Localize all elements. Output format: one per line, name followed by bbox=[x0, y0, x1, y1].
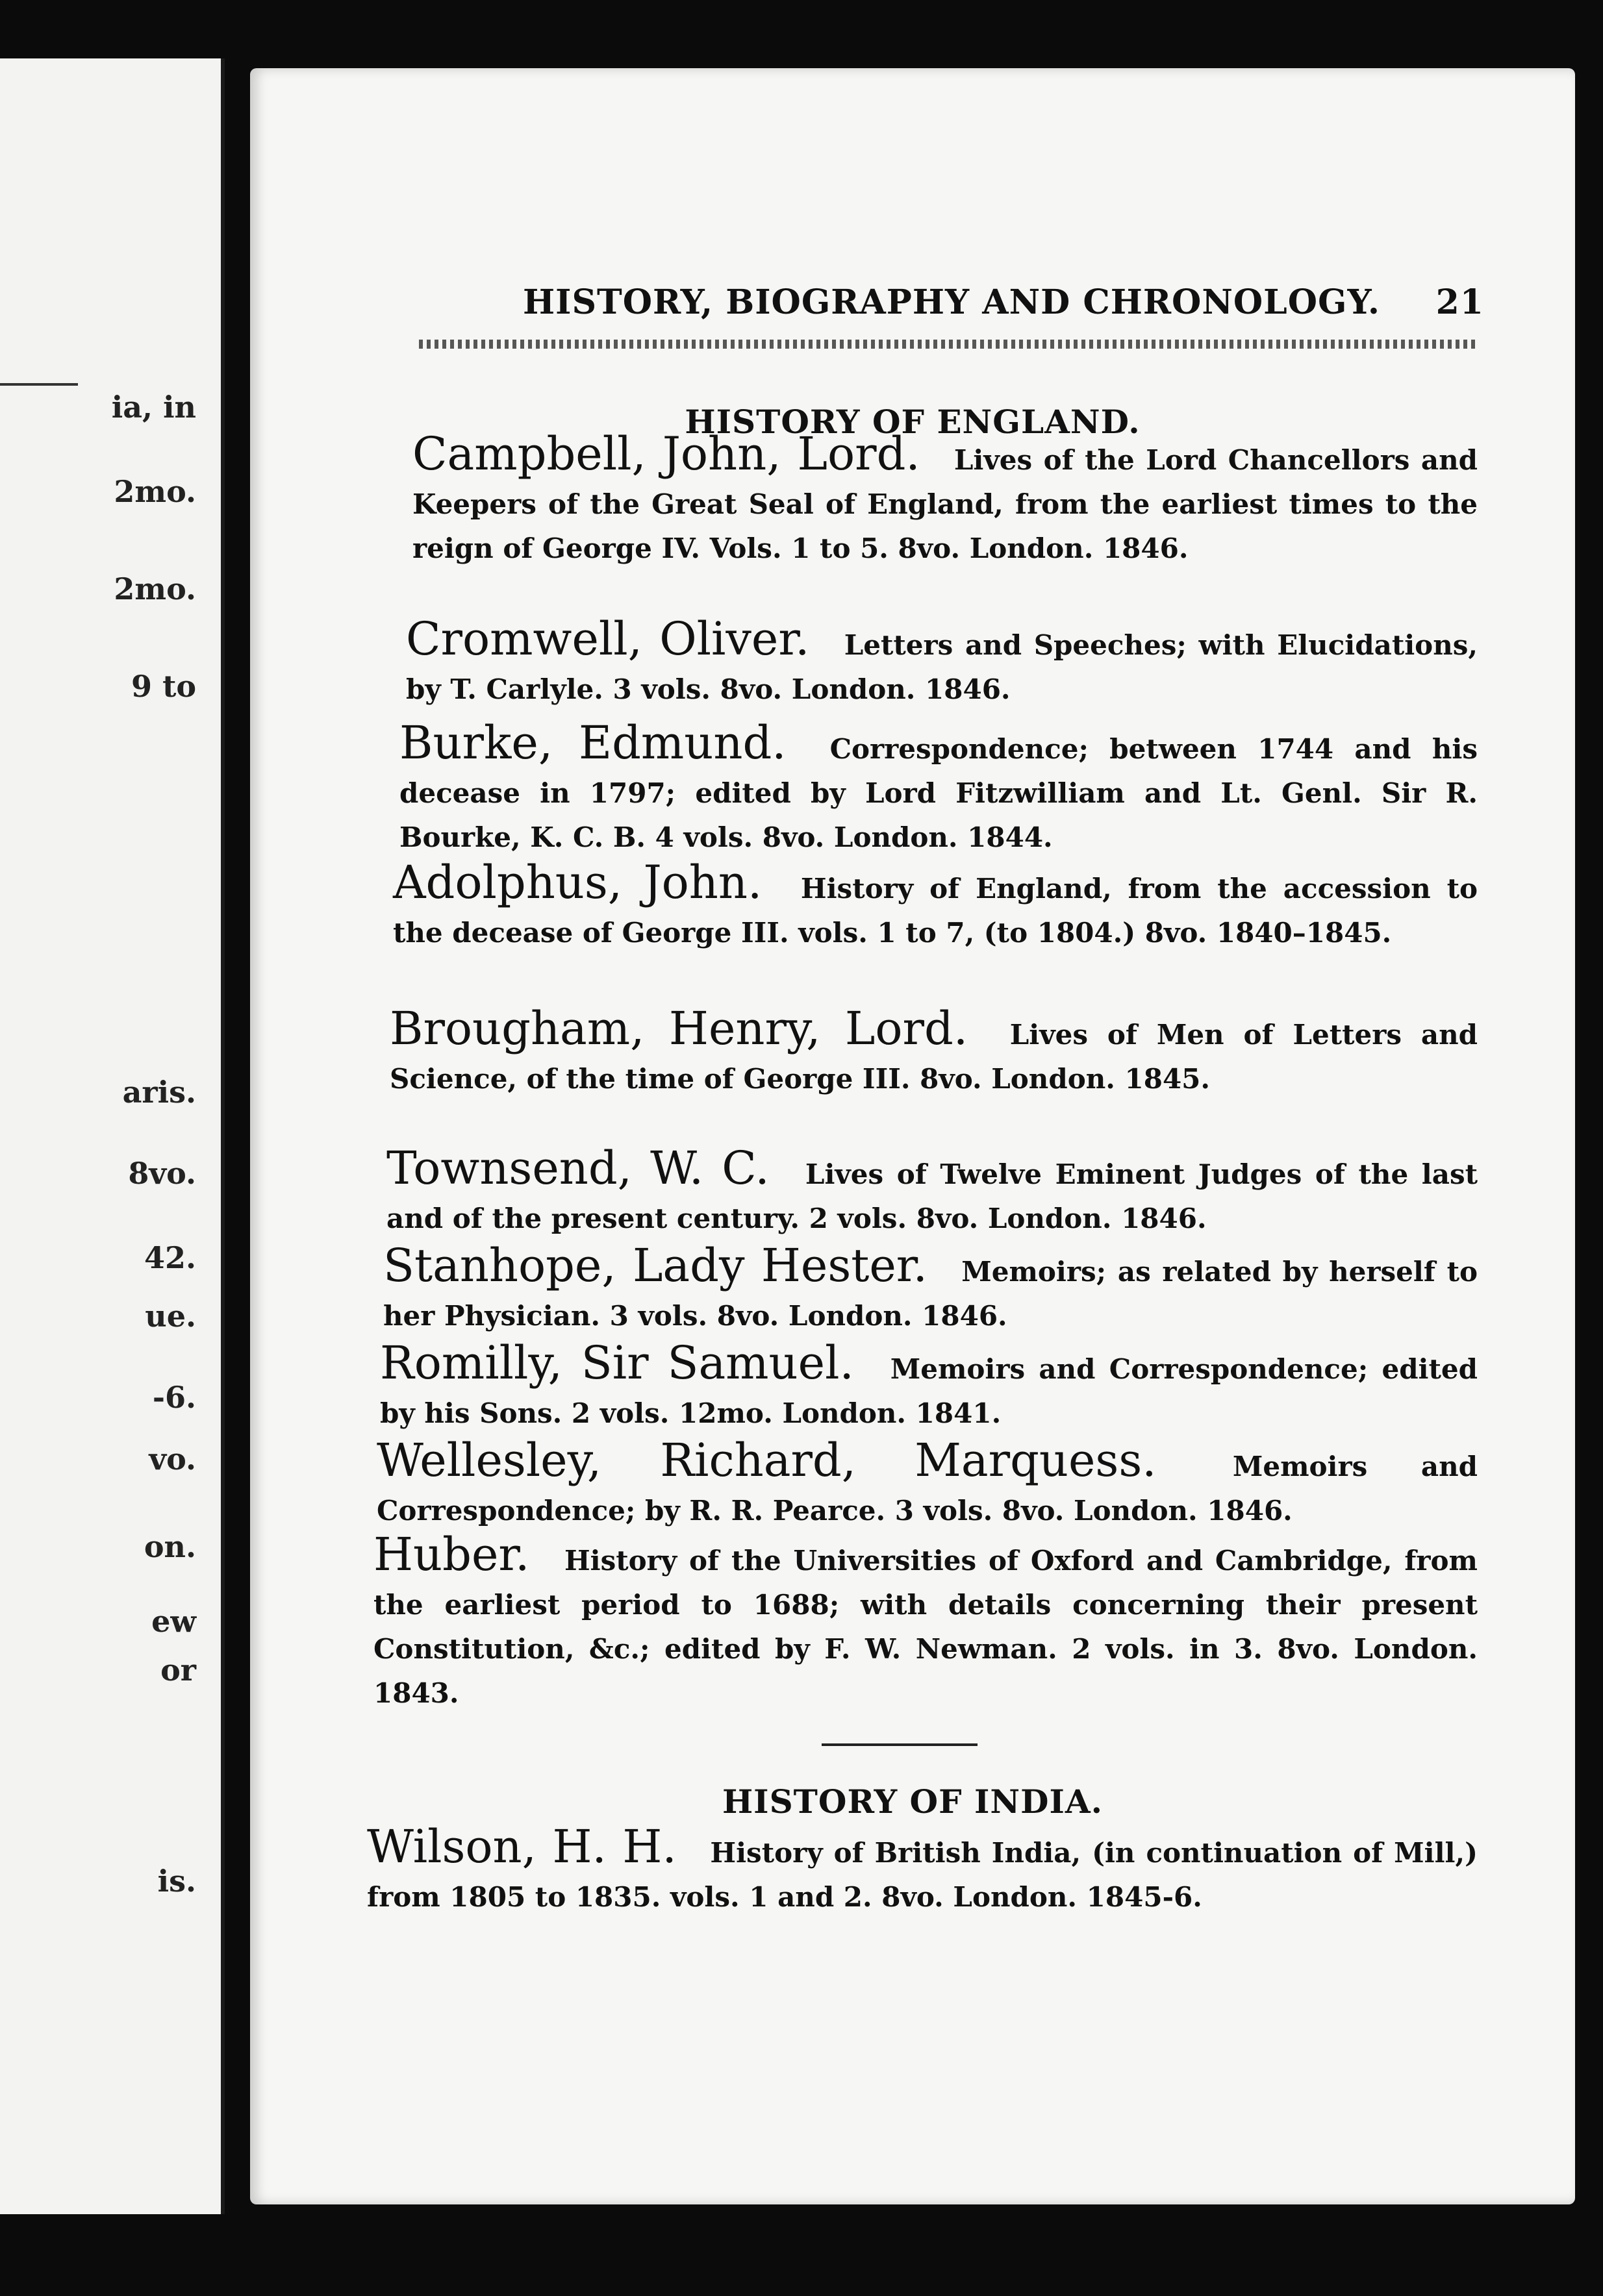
entry-author: Wilson, H. H. bbox=[367, 1820, 677, 1873]
entry-author: Stanhope, Lady Hester. bbox=[383, 1239, 928, 1292]
entry-author: Adolphus, John. bbox=[393, 856, 763, 909]
previous-page-fragment: or bbox=[160, 1653, 196, 1688]
catalogue-entry bbox=[412, 427, 1478, 571]
entry-description: Memoirs and Correspondence; edited by his Sons. 2 vols. 12mo. London. 1841. bbox=[380, 1353, 1478, 1429]
previous-page-fragment: on. bbox=[144, 1529, 196, 1564]
section-title-england: HISTORY OF ENGLAND. bbox=[685, 403, 1141, 441]
catalogue-entry bbox=[390, 1002, 1478, 1101]
book-page bbox=[250, 68, 1575, 2204]
entry-author: Burke, Edmund. bbox=[399, 716, 787, 769]
previous-page-edge bbox=[0, 58, 225, 2214]
entry-description: History of British India, (in continuation of Mill,) from 1805 to 1835. vols. 1 and 2. 8vo. London. 1845-6. bbox=[367, 1837, 1478, 1913]
entry-description: History of England, from the accession to the decease of George III. vols. 1 to 7, (to 1804.) 8vo. 1840–1845. bbox=[393, 873, 1478, 949]
previous-page-fragment: ue. bbox=[145, 1299, 196, 1334]
entry-author: Campbell, John, Lord. bbox=[412, 427, 920, 480]
entry-author: Wellesley, Richard, Marquess. bbox=[377, 1434, 1157, 1487]
catalogue-entry bbox=[373, 1528, 1478, 1716]
previous-page-fragment: -6. bbox=[152, 1380, 196, 1415]
running-head-rule bbox=[419, 340, 1478, 349]
catalogue-entry bbox=[393, 856, 1478, 955]
catalogue-entry bbox=[399, 716, 1478, 860]
previous-page-fragment: ew bbox=[151, 1604, 196, 1639]
previous-page-fragment: is. bbox=[157, 1864, 196, 1899]
catalogue-entry bbox=[383, 1239, 1478, 1338]
section-title-india: HISTORY OF INDIA. bbox=[722, 1782, 1104, 1821]
previous-page-fragment: 8vo. bbox=[128, 1156, 196, 1191]
previous-page-fragment: vo. bbox=[149, 1441, 196, 1477]
previous-page-fragment: 9 to bbox=[131, 669, 196, 704]
entry-description: Lives of Men of Letters and Science, of the time of George III. 8vo. London. 1845. bbox=[390, 1019, 1478, 1095]
running-head-title: HISTORY, BIOGRAPHY AND CHRONOLOGY. bbox=[523, 282, 1380, 322]
previous-page-fragment: aris. bbox=[122, 1075, 196, 1110]
catalogue-entry bbox=[386, 1142, 1478, 1241]
entry-description: Memoirs; as related by herself to her Physician. 3 vols. 8vo. London. 1846. bbox=[383, 1256, 1478, 1332]
catalogue-entry bbox=[377, 1434, 1478, 1533]
entry-description: Lives of Twelve Eminent Judges of the last and of the present century. 2 vols. 8vo. London. 1846. bbox=[386, 1158, 1478, 1234]
entry-description: Memoirs and Correspondence; by R. R. Pearce. 3 vols. 8vo. London. 1846. bbox=[377, 1451, 1478, 1527]
entry-description: Lives of the Lord Chancellors and Keepers of the Great Seal of England, from the earliest times to the reign of George IV. Vols. 1 to 5. 8vo. London. 1846. bbox=[412, 444, 1478, 564]
previous-page-fragment: 42. bbox=[144, 1240, 196, 1275]
previous-page-fragment: 2mo. bbox=[114, 474, 196, 509]
running-head bbox=[523, 282, 1484, 322]
catalogue-entry bbox=[406, 612, 1478, 712]
entry-description: History of the Universities of Oxford and Cambridge, from the earliest period to 1688; with details concerning their present Constitution, &c.; edited by F. W. Newman. 2 vols. in 3. 8vo. London. 1843. bbox=[373, 1545, 1478, 1709]
entry-author: Cromwell, Oliver. bbox=[406, 612, 810, 666]
entry-description: Letters and Speeches; with Elucidations, by T. Carlyle. 3 vols. 8vo. London. 1846. bbox=[406, 629, 1478, 705]
previous-page-fragment: ia, in bbox=[111, 390, 196, 425]
catalogue-entry bbox=[367, 1820, 1478, 1919]
previous-page-rule bbox=[0, 383, 78, 386]
page-number: 21 bbox=[1435, 282, 1484, 322]
entry-author: Huber. bbox=[373, 1528, 530, 1581]
entry-author: Romilly, Sir Samuel. bbox=[380, 1336, 854, 1390]
catalogue-entry bbox=[380, 1336, 1478, 1436]
entry-author: Brougham, Henry, Lord. bbox=[390, 1002, 968, 1055]
entry-author: Townsend, W. C. bbox=[386, 1142, 770, 1195]
previous-page-fragment: 2mo. bbox=[114, 571, 196, 606]
entry-description: Correspondence; between 1744 and his decease in 1797; edited by Lord Fitzwilliam and Lt. Genl. Sir R. Bourke, K. C. B. 4 vols. 8vo. London. 1844. bbox=[399, 733, 1478, 853]
section-divider bbox=[822, 1743, 978, 1746]
